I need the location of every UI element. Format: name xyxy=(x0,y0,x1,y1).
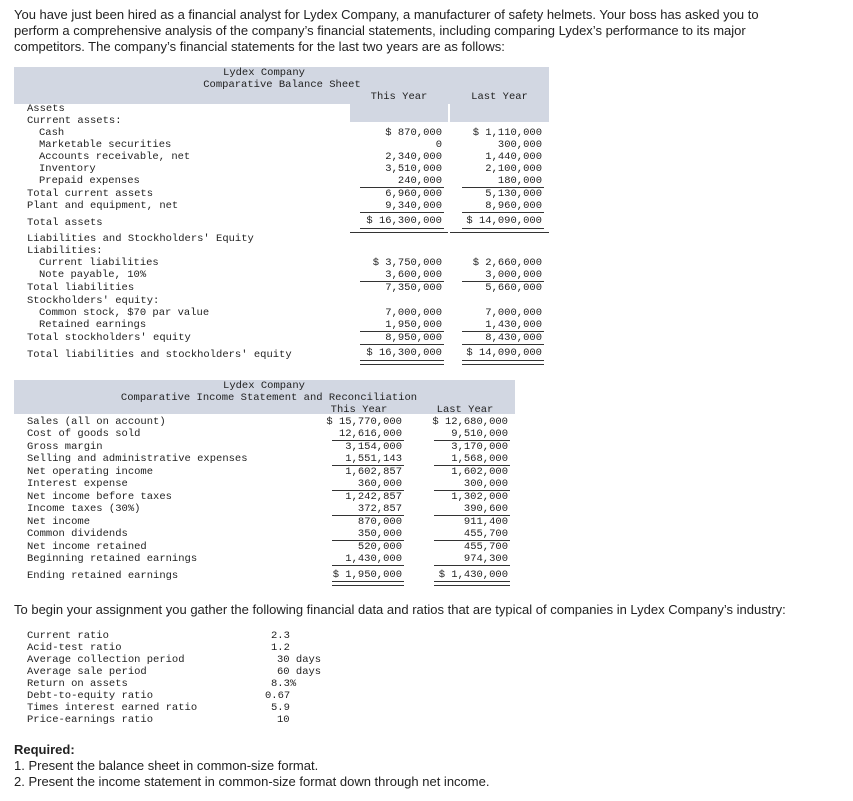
ratio-label: Acid-test ratio xyxy=(27,642,122,654)
is-ere-last: $ 1,430,000 xyxy=(438,569,508,581)
bs-rule-re-this xyxy=(360,331,444,332)
is-label-ere: Ending retained earnings xyxy=(27,570,179,582)
is-div-last: 455,700 xyxy=(463,528,508,540)
bs-label-re: Retained earnings xyxy=(39,319,147,331)
bs-tse-this: 8,950,000 xyxy=(385,332,442,344)
bs-tca-last: 5,130,000 xyxy=(485,188,542,200)
industry-data-intro: To begin your assignment you gather the following financial data and ratios that are typical of companies in Lydex Company’s industry: xyxy=(14,602,786,617)
bs-label-tca: Total current assets xyxy=(27,188,154,200)
is-nir-last: 455,700 xyxy=(463,541,508,553)
is-rule-div-last xyxy=(434,540,510,541)
ratio-label: Return on assets xyxy=(27,678,128,690)
ratio-label: Average collection period xyxy=(27,654,185,666)
required-item-1: 1. Present the balance sheet in common-size format. xyxy=(14,758,319,773)
bs-label-cash: Cash xyxy=(39,127,65,139)
is-col-this-year: This Year xyxy=(330,404,388,416)
bs-ppe-last: 8,960,000 xyxy=(485,200,542,212)
bs-rule-prepaid-this xyxy=(360,187,444,188)
bs-rule-re-last xyxy=(462,331,544,332)
is-nir-this: 520,000 xyxy=(357,541,402,553)
is-rule-div-this xyxy=(332,540,404,541)
bs-label-marketable: Marketable securities xyxy=(39,139,172,151)
is-cogs-this: 12,616,000 xyxy=(338,428,402,440)
bs-tca-this: 6,960,000 xyxy=(385,188,442,200)
bs-inventory-this: 3,510,000 xyxy=(385,163,442,175)
is-double-rule-ere-last xyxy=(434,581,510,586)
ratio-value: 0.67 xyxy=(265,690,291,702)
is-nibt-this: 1,242,857 xyxy=(345,491,402,503)
is-tax-last: 390,600 xyxy=(463,503,508,515)
bs-label-liabilities: Liabilities: xyxy=(27,245,103,257)
is-rule-bre-last xyxy=(434,565,510,566)
is-rule-bre-this xyxy=(332,565,404,566)
is-rule-cogs-this xyxy=(332,440,404,441)
is-sga-last: 1,568,000 xyxy=(451,453,508,465)
is-label-bre: Beginning retained earnings xyxy=(27,553,198,565)
last-year-header-band xyxy=(450,104,549,122)
bs-np-this: 3,600,000 xyxy=(385,269,442,281)
bs-label-ppe: Plant and equipment, net xyxy=(27,200,179,212)
bs-label-inventory: Inventory xyxy=(39,163,96,175)
is-ere-this: $ 1,950,000 xyxy=(332,569,402,581)
bs-cash-this: $ 870,000 xyxy=(385,127,442,139)
bs-ar-this: 2,340,000 xyxy=(385,151,442,163)
is-label-cogs: Cost of goods sold xyxy=(27,428,141,440)
is-rule-sga-this xyxy=(332,465,404,466)
is-ni-last: 911,400 xyxy=(463,516,508,528)
is-rule-cogs-last xyxy=(434,440,510,441)
bs-label-tse: Total stockholders' equity xyxy=(27,332,191,344)
bs-label-ta: Total assets xyxy=(27,217,103,229)
bs-ar-last: 1,440,000 xyxy=(485,151,542,163)
bs-prepaid-this: 240,000 xyxy=(397,175,442,187)
bs-label-assets: Assets xyxy=(27,103,65,115)
ratio-value: 5.9 xyxy=(271,702,290,714)
bs-rule-np-this xyxy=(360,281,444,282)
bs-col-this-year: This Year xyxy=(370,91,428,103)
is-noi-this: 1,602,857 xyxy=(345,466,402,478)
bs-inventory-last: 2,100,000 xyxy=(485,163,542,175)
bs-double-rule-tlse-last xyxy=(462,360,544,365)
bs-re-last: 1,430,000 xyxy=(485,319,542,331)
bs-label-current-assets: Current assets: xyxy=(27,115,122,127)
ratio-label: Times interest earned ratio xyxy=(27,702,198,714)
is-sales-this: $ 15,770,000 xyxy=(326,416,402,428)
ratio-value: 10 xyxy=(277,714,290,726)
is-gm-last: 3,170,000 xyxy=(451,441,508,453)
bs-rule-ppe-last xyxy=(462,212,544,213)
ratio-label: Average sale period xyxy=(27,666,147,678)
bs-tl-last: 5,660,000 xyxy=(485,282,542,294)
is-noi-last: 1,602,000 xyxy=(451,466,508,478)
is-sga-this: 1,551,143 xyxy=(345,453,402,465)
required-section xyxy=(14,742,814,790)
income-statement xyxy=(14,380,515,585)
bs-rule-tse-last xyxy=(462,344,544,345)
is-ni-this: 870,000 xyxy=(357,516,402,528)
is-nibt-last: 1,302,000 xyxy=(451,491,508,503)
required-heading: Required: xyxy=(14,742,75,757)
ratio-value: 30 days xyxy=(277,654,322,666)
is-label-div: Common dividends xyxy=(27,528,128,540)
balance-sheet-title: Comparative Balance Sheet xyxy=(203,79,361,91)
income-statement-company: Lydex Company xyxy=(223,380,305,392)
bs-marketable-this: 0 xyxy=(435,139,442,151)
is-ie-last: 300,000 xyxy=(463,478,508,490)
bs-rule-ta-band-this xyxy=(350,232,448,233)
bs-label-se: Stockholders' equity: xyxy=(27,295,160,307)
bs-tlse-last: $ 14,090,000 xyxy=(466,347,542,359)
is-rule-ie-this xyxy=(332,490,404,491)
is-label-nibt: Net income before taxes xyxy=(27,491,172,503)
bs-label-cl: Current liabilities xyxy=(39,257,159,269)
bs-double-rule-tlse-this xyxy=(360,360,444,365)
this-year-header-band xyxy=(350,104,448,122)
is-label-sales: Sales (all on account) xyxy=(27,416,166,428)
ratio-value: 8.3% xyxy=(271,678,297,690)
bs-tse-last: 8,430,000 xyxy=(485,332,542,344)
intro-paragraph: You have just been hired as a financial analyst for Lydex Company, a manufacturer of safety helmets. Your boss has asked you to perform a comprehensive analysis of the company’s financial statements, including comparing Lydex’s performance to its major competitors. The company’s financial statements for the last two years are as follows: xyxy=(14,7,759,54)
ratio-label: Debt-to-equity ratio xyxy=(27,690,154,702)
bs-cl-this: $ 3,750,000 xyxy=(372,257,442,269)
bs-rule-ppe-this xyxy=(360,212,444,213)
balance-sheet xyxy=(14,67,549,365)
is-col-last-year: Last Year xyxy=(436,404,494,416)
bs-label-tlse: Total liabilities and stockholders' equity xyxy=(27,349,292,361)
is-ie-this: 360,000 xyxy=(357,478,402,490)
bs-label-lse: Liabilities and Stockholders' Equity xyxy=(27,233,254,245)
ratio-label: Price-earnings ratio xyxy=(27,714,154,726)
is-bre-last: 974,300 xyxy=(463,553,508,565)
bs-cl-last: $ 2,660,000 xyxy=(472,257,542,269)
bs-ppe-this: 9,340,000 xyxy=(385,200,442,212)
bs-rule-np-last xyxy=(462,281,544,282)
is-sales-last: $ 12,680,000 xyxy=(432,416,508,428)
bs-marketable-last: 300,000 xyxy=(497,139,542,151)
bs-cs-last: 7,000,000 xyxy=(485,307,542,319)
bs-label-prepaid: Prepaid expenses xyxy=(39,175,140,187)
is-label-tax: Income taxes (30%) xyxy=(27,503,141,515)
ratio-value: 1.2 xyxy=(271,642,290,654)
is-div-this: 350,000 xyxy=(357,528,402,540)
bs-cash-last: $ 1,110,000 xyxy=(472,127,542,139)
bs-label-ar: Accounts receivable, net xyxy=(39,151,191,163)
ratio-label: Current ratio xyxy=(27,630,109,642)
is-label-ie: Interest expense xyxy=(27,478,128,490)
is-double-rule-ere-this xyxy=(332,581,404,586)
bs-re-this: 1,950,000 xyxy=(385,319,442,331)
is-rule-tax-last xyxy=(434,515,510,516)
ratio-value: 60 days xyxy=(277,666,322,678)
required-item-2: 2. Present the income statement in common-size format down through net income. xyxy=(14,774,490,789)
is-label-nir: Net income retained xyxy=(27,541,147,553)
is-label-noi: Net operating income xyxy=(27,466,154,478)
bs-tlse-this: $ 16,300,000 xyxy=(366,347,442,359)
bs-col-last-year: Last Year xyxy=(471,91,528,103)
is-label-sga: Selling and administrative expenses xyxy=(27,453,248,465)
ratio-value: 2.3 xyxy=(271,630,290,642)
industry-ratios xyxy=(14,630,344,730)
income-statement-title: Comparative Income Statement and Reconciliation xyxy=(120,392,418,404)
is-rule-ie-last xyxy=(434,490,510,491)
is-label-gm: Gross margin xyxy=(27,441,103,453)
is-tax-this: 372,857 xyxy=(357,503,402,515)
bs-prepaid-last: 180,000 xyxy=(497,175,542,187)
balance-sheet-company: Lydex Company xyxy=(223,67,305,79)
bs-rule-prepaid-last xyxy=(462,187,544,188)
bs-rule-tse-this xyxy=(360,344,444,345)
bs-tl-this: 7,350,000 xyxy=(385,282,442,294)
is-gm-this: 3,154,000 xyxy=(345,441,402,453)
is-cogs-last: 9,510,000 xyxy=(451,428,508,440)
is-label-ni: Net income xyxy=(27,516,91,528)
is-rule-sga-last xyxy=(434,465,510,466)
bs-label-cs: Common stock, $70 par value xyxy=(39,307,210,319)
bs-rule-ta-band-last xyxy=(450,232,549,233)
is-rule-tax-this xyxy=(332,515,404,516)
bs-cs-this: 7,000,000 xyxy=(385,307,442,319)
bs-label-tl: Total liabilities xyxy=(27,282,135,294)
bs-label-np: Note payable, 10% xyxy=(39,269,147,281)
bs-ta-this: $ 16,300,000 xyxy=(366,215,442,227)
bs-np-last: 3,000,000 xyxy=(485,269,542,281)
is-bre-this: 1,430,000 xyxy=(345,553,402,565)
bs-ta-last: $ 14,090,000 xyxy=(466,215,542,227)
